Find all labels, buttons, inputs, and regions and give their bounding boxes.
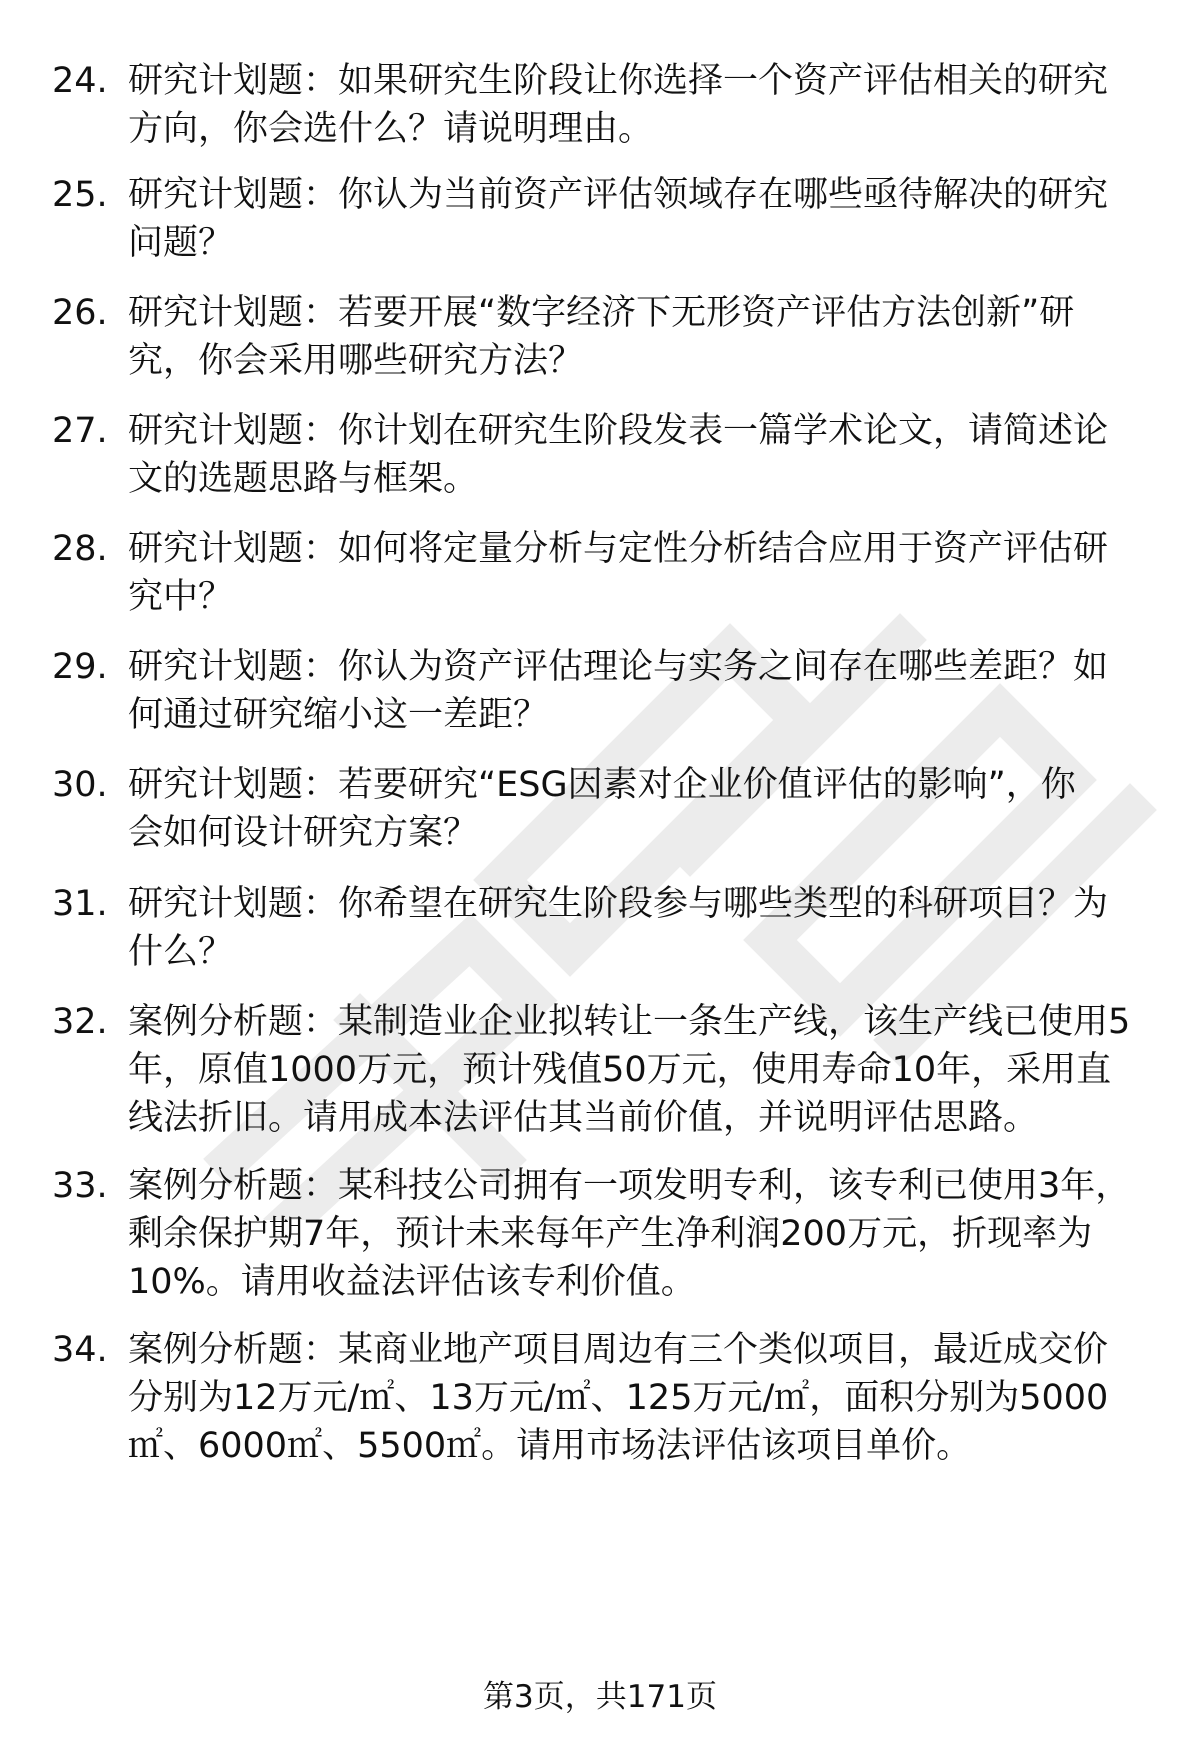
question-line: 年，原值1000万元，预计残值50万元，使用寿命10年，采用直 (128, 1050, 1112, 1090)
question-line: 究中？ (128, 577, 234, 617)
question-line: 研究计划题：你认为资产评估理论与实务之间存在哪些差距？如 (128, 647, 1109, 687)
question-number: 33. (52, 1166, 108, 1206)
question-line: 研究计划题：若要研究“ESG因素对企业价值评估的影响”，你 (128, 765, 1076, 805)
question-line: 文的选题思路与框架。 (128, 459, 479, 499)
question-text (128, 57, 1200, 153)
question-line: 方向，你会选什么？请说明理由。 (128, 109, 654, 149)
question-line: 案例分析题：某商业地产项目周边有三个类似项目，最近成交价 (128, 1330, 1109, 1370)
question-number: 32. (52, 1002, 108, 1042)
question-text (128, 1326, 1200, 1470)
question-line: 研究计划题：如何将定量分析与定性分析结合应用于资产评估研 (128, 529, 1109, 569)
question-item (52, 1162, 1162, 1306)
question-line: 研究计划题：你认为当前资产评估领域存在哪些亟待解决的研究 (128, 175, 1109, 215)
question-line: 案例分析题：某制造业企业拟转让一条生产线，该生产线已使用5 (128, 1002, 1131, 1042)
question-line: 究，你会采用哪些研究方法？ (128, 341, 584, 381)
question-text (128, 525, 1200, 621)
question-text (128, 643, 1200, 739)
question-line: 分别为12万元/㎡、13万元/㎡、125万元/㎡，面积分别为5000 (128, 1378, 1109, 1418)
question-text (128, 407, 1200, 503)
question-item (52, 643, 1162, 739)
question-line: 10%。请用收益法评估该专利价值。 (128, 1262, 696, 1302)
question-text (128, 761, 1200, 857)
question-text (128, 289, 1200, 385)
page-number-label: 第3页，共171页 (483, 1679, 717, 1715)
question-text (128, 880, 1200, 976)
question-text (128, 998, 1200, 1142)
question-number: 28. (52, 529, 108, 569)
question-item (52, 1326, 1162, 1470)
question-number: 29. (52, 647, 108, 687)
question-line: 研究计划题：如果研究生阶段让你选择一个资产评估相关的研究 (128, 61, 1109, 101)
question-item (52, 761, 1162, 857)
question-line: 问题？ (128, 223, 234, 263)
question-item (52, 998, 1162, 1142)
question-line: 线法折旧。请用成本法评估其当前价值，并说明评估思路。 (128, 1098, 1039, 1138)
question-item (52, 57, 1162, 153)
question-item (52, 525, 1162, 621)
question-text (128, 171, 1200, 267)
question-number: 26. (52, 293, 108, 333)
question-number: 25. (52, 175, 108, 215)
question-line: 研究计划题：若要开展“数字经济下无形资产评估方法创新”研 (128, 293, 1075, 333)
question-line: 研究计划题：你计划在研究生阶段发表一篇学术论文，请简述论 (128, 411, 1109, 451)
question-item (52, 171, 1162, 267)
question-number: 24. (52, 61, 108, 101)
question-number: 34. (52, 1330, 108, 1370)
question-number: 30. (52, 765, 108, 805)
question-line: 剩余保护期7年，预计未来每年产生净利润200万元，折现率为 (128, 1214, 1093, 1254)
question-line: 案例分析题：某科技公司拥有一项发明专利，该专利已使用3年， (128, 1166, 1131, 1206)
question-number: 31. (52, 884, 108, 924)
question-number: 27. (52, 411, 108, 451)
page-footer (0, 1675, 1200, 1719)
question-text (128, 1162, 1200, 1306)
question-line: 何通过研究缩小这一差距？ (128, 695, 549, 735)
question-line: ㎡、6000㎡、5500㎡。请用市场法评估该项目单价。 (128, 1426, 972, 1466)
question-item (52, 407, 1162, 503)
question-line: 研究计划题：你希望在研究生阶段参与哪些类型的科研项目？为 (128, 884, 1109, 924)
question-line: 什么？ (128, 932, 234, 972)
question-item (52, 880, 1162, 976)
question-item (52, 289, 1162, 385)
question-line: 会如何设计研究方案？ (128, 813, 479, 853)
